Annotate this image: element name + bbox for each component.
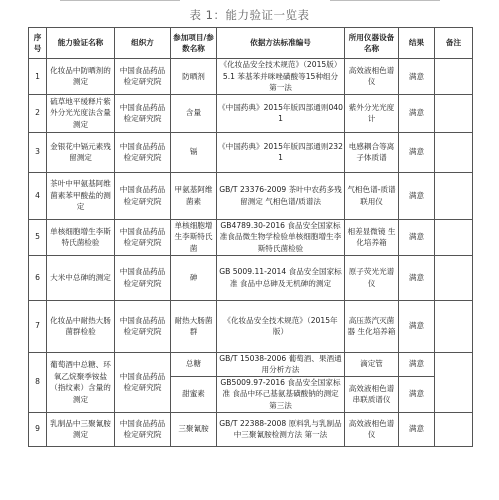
cell-instrument: 相差显微镜 生化培养箱 (345, 219, 399, 255)
cell-org: 中国食品药品检定研究院 (115, 219, 171, 255)
cell-note (435, 255, 473, 300)
cell-name: 乳制品中三聚氰胺测定 (47, 412, 115, 446)
cell-no: 5 (29, 219, 47, 255)
header-param: 参加项目/参数名称 (171, 28, 217, 59)
cell-method: GB/T 23376-2009 茶叶中农药多残留测定 气相色谱/质谱法 (217, 172, 345, 219)
cell-param: 耐热大肠菌群 (171, 300, 217, 352)
cell-param: 三聚氰胺 (171, 412, 217, 446)
cell-org: 中国食品药品检定研究院 (115, 412, 171, 446)
cell-no: 3 (29, 132, 47, 172)
cell-name: 单核细胞增生李斯特氏菌检验 (47, 219, 115, 255)
header-note: 备注 (435, 28, 473, 59)
capability-verification-table (28, 27, 473, 447)
header-instrument: 所用仪器设备名称 (345, 28, 399, 59)
cell-name: 金银花中镉元素残留测定 (47, 132, 115, 172)
cell-name: 茶叶中甲氨基阿维菌素苯甲酸盐的测定 (47, 172, 115, 219)
header-no: 序号 (29, 28, 47, 59)
header-name: 能力验证名称 (47, 28, 115, 59)
cell-method: GB/T 22388-2008 原料乳与乳制品中三聚氰胺检测方法 第一法 (217, 412, 345, 446)
cell-result: 满意 (399, 219, 435, 255)
cell-instrument: 电感耦合等离子体质谱 (345, 132, 399, 172)
cell-method: 《化妆品安全技术规范》（2015版）5.1 苯基苯并咪唑磺酸等15种组分 第一法 (217, 59, 345, 95)
cell-name: 硫草地平缓释片紫外分光光度法含量测定 (47, 94, 115, 132)
header-org: 组织方 (115, 28, 171, 59)
table-row (29, 59, 473, 95)
cell-result: 满意 (399, 132, 435, 172)
cell-no: 8 (29, 352, 47, 412)
cell-result: 满意 (399, 376, 435, 412)
cell-instrument: 高效液相色谱仪 (345, 59, 399, 95)
table-row (29, 172, 473, 219)
cell-note (435, 94, 473, 132)
cell-param: 镉 (171, 132, 217, 172)
cell-param: 单核细胞增生李斯特氏菌 (171, 219, 217, 255)
cell-method: GB5009.97-2016 食品安全国家标准 食品中环己基氨基磺酸钠的测定 第三法 (217, 376, 345, 412)
cell-param: 防晒剂 (171, 59, 217, 95)
cell-result: 满意 (399, 59, 435, 95)
cell-name: 化妆品中耐热大肠菌群检验 (47, 300, 115, 352)
cell-result: 满意 (399, 412, 435, 446)
cell-no: 2 (29, 94, 47, 132)
header-result: 结果 (399, 28, 435, 59)
cell-org: 中国食品药品检定研究院 (115, 132, 171, 172)
cell-method: 《中国药典》2015年版四部通则0401 (217, 94, 345, 132)
cell-result: 满意 (399, 300, 435, 352)
table-title: 表 1：能力验证一览表 (189, 8, 310, 22)
table-row (29, 255, 473, 300)
cell-name: 葡萄酒中总糖、环氧乙烷聚季铵盐（指纹素）含量的测定 (47, 352, 115, 412)
cell-method: GB 5009.11-2014 食品安全国家标准 食品中总砷及无机砷的测定 (217, 255, 345, 300)
table-row (29, 300, 473, 352)
cell-note (435, 412, 473, 446)
cell-method: 《中国药典》2015年版四部通则2321 (217, 132, 345, 172)
table-row (29, 132, 473, 172)
cell-no: 4 (29, 172, 47, 219)
cell-instrument: 紫外分光光度计 (345, 94, 399, 132)
cell-org: 中国食品药品检定研究院 (115, 94, 171, 132)
cell-param: 砷 (171, 255, 217, 300)
cell-name: 化妆品中防晒剂的测定 (47, 59, 115, 95)
cell-result: 满意 (399, 172, 435, 219)
table-row (29, 352, 473, 376)
cell-instrument: 高效液相色谱仪 (345, 412, 399, 446)
cell-org: 中国食品药品检定研究院 (115, 255, 171, 300)
header-method: 依据方法标准编号 (217, 28, 345, 59)
cell-note (435, 219, 473, 255)
cell-instrument: 滴定管 (345, 352, 399, 376)
cell-org: 中国食品药品检定研究院 (115, 300, 171, 352)
top-rule-left (60, 0, 180, 1)
cell-method: 《化妆品安全技术规范》（2015年版） (217, 300, 345, 352)
table-row (29, 219, 473, 255)
table-row (29, 94, 473, 132)
cell-param: 总糖 (171, 352, 217, 376)
cell-param: 甜蜜素 (171, 376, 217, 412)
cell-result: 满意 (399, 255, 435, 300)
cell-param: 甲氨基阿维菌素 (171, 172, 217, 219)
cell-param: 含量 (171, 94, 217, 132)
table-row (29, 412, 473, 446)
cell-instrument: 高压蒸汽灭菌器 生化培养箱 (345, 300, 399, 352)
cell-note (435, 59, 473, 95)
cell-note (435, 352, 473, 412)
header-row (29, 28, 473, 59)
cell-note (435, 132, 473, 172)
cell-org: 中国食品药品检定研究院 (115, 59, 171, 95)
cell-no: 6 (29, 255, 47, 300)
cell-note (435, 300, 473, 352)
top-rule-right (330, 0, 440, 1)
cell-org: 中国食品药品检定研究院 (115, 352, 171, 412)
cell-method: GB/T 15038-2006 葡萄酒、果酒通用分析方法 (217, 352, 345, 376)
cell-no: 7 (29, 300, 47, 352)
cell-org: 中国食品药品检定研究院 (115, 172, 171, 219)
cell-name: 大米中总砷的测定 (47, 255, 115, 300)
cell-instrument: 原子荧光光谱仪 (345, 255, 399, 300)
cell-method: GB4789.30-2016 食品安全国家标准食品微生物学检验单核细胞增生李斯特氏菌检验 (217, 219, 345, 255)
cell-instrument: 气相色谱-质谱联用仪 (345, 172, 399, 219)
cell-result: 满意 (399, 94, 435, 132)
cell-instrument: 高效液相色谱串联质谱仪 (345, 376, 399, 412)
cell-no: 9 (29, 412, 47, 446)
cell-note (435, 172, 473, 219)
cell-no: 1 (29, 59, 47, 95)
cell-result: 满意 (399, 352, 435, 376)
